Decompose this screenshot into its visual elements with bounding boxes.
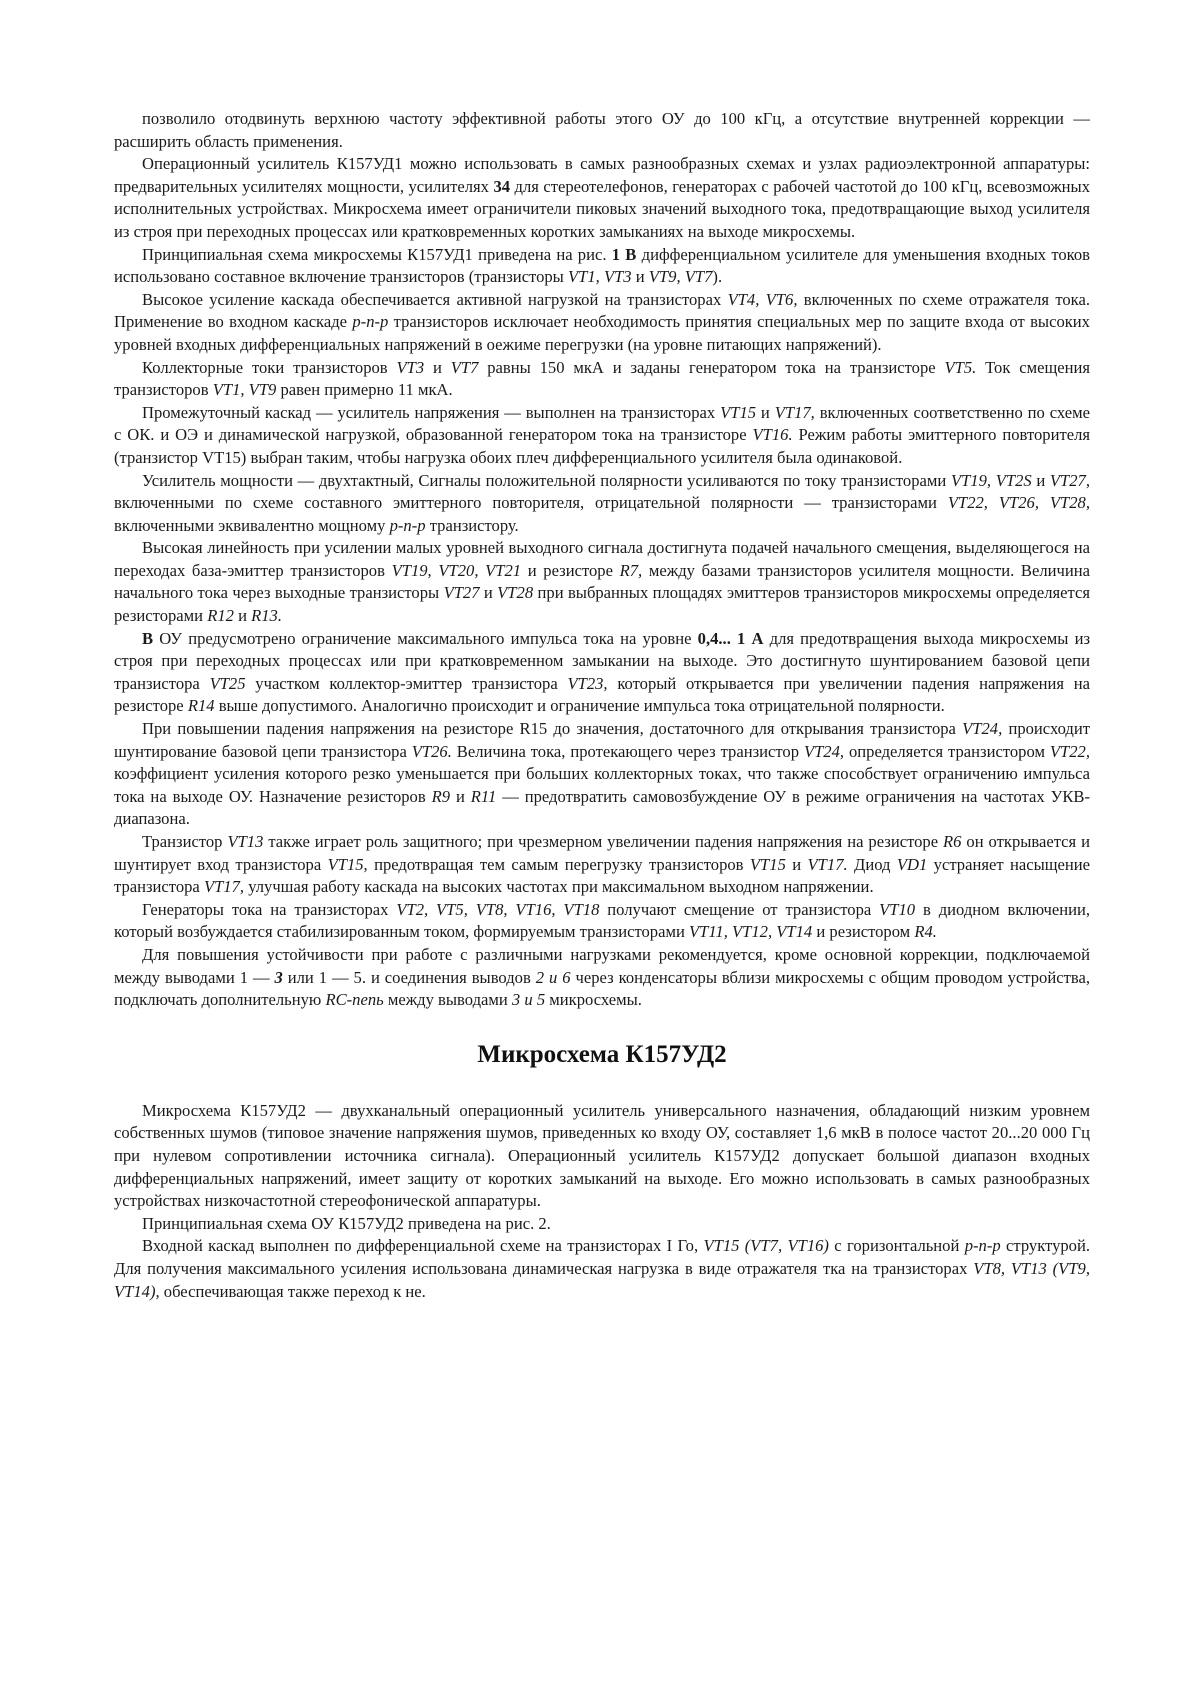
text-run: VT11, VT12, VT14 <box>688 922 813 942</box>
text-run: R6 <box>943 832 962 851</box>
text-run: 0,4... 1 А <box>697 628 764 648</box>
text-run: VT22, VT26, VT28, <box>947 493 1090 513</box>
text-run: Величина тока, протекающего через транзистор <box>451 741 804 761</box>
text-run: VT25 <box>209 673 246 693</box>
text-run: он открывается и шунтирует вход транзистора <box>114 832 1091 874</box>
text-run: предотвращая тем самым перегрузку транзисторов <box>367 854 750 874</box>
paragraph <box>114 402 1090 470</box>
text-run: определяется транзистором <box>844 741 1050 761</box>
text-run: VT1, VT3 <box>567 267 632 287</box>
text-run: Высокая линейность при усилении малых уровней выходного сигнала достигнута подачей начального смещения, выделяющегося на переходах база-эмиттер транзисторов <box>114 538 1090 580</box>
text-run: R13. <box>251 606 282 626</box>
text-run: VT27 <box>443 583 480 603</box>
text-run: 3 и 5 <box>511 990 546 1010</box>
paragraph <box>114 153 1090 243</box>
paragraph <box>114 899 1090 944</box>
text-run: R4. <box>914 922 937 942</box>
text-run: 1 В <box>611 244 637 264</box>
text-run: R9 <box>431 786 451 806</box>
text-run: VT4, VT6, <box>727 289 798 309</box>
text-run: через конденсаторы вблизи микросхемы с общим проводом устройства, подключать дополнительную <box>114 967 1090 1010</box>
text-run: и <box>631 267 649 287</box>
paragraph <box>114 628 1090 718</box>
text-run: VT19, VT20, VT21 <box>391 560 522 580</box>
text-run: и <box>785 854 808 874</box>
text-run: В <box>142 628 154 648</box>
text-run: Микросхема К157УД2 — двухканальный операционный усилитель универсального назначения, обладающий низким уровнем собственных шумов (типовое значение напряжения шумов, приведенных ко входу ОУ, составляет 1,6 мкВ в полосе частот 20...20 000 Гц при нулевом сопротивлении источника сигнала). Операционный усилитель К157УД2 допускает большой диапазон входных дифференциальных напряжений, имеет защиту от коротких замыканий на выходе. Его можно использовать в самых разнообразных устройствах низкочастотной стереофонической аппаратуры. <box>114 1100 1090 1211</box>
text-run: RC-пепь <box>325 990 384 1010</box>
text-run: VT15 <box>749 854 786 874</box>
text-run: VT17, <box>774 402 815 422</box>
text-run: VT26. <box>411 741 452 761</box>
text-run: Промежуточный каскад — усилитель напряжения — выполнен на транзисторах <box>142 402 721 422</box>
text-run: и резистором <box>812 922 915 942</box>
text-run: Операционный усилитель К157УД1 можно использовать в самых разнообразных схемах и узлах радиоэлектронной аппаратуры: предварительных усилителях мощности, усилителях <box>114 154 1090 196</box>
paragraph <box>114 470 1090 538</box>
text-run: и <box>424 357 451 377</box>
text-run: дифференциальном усилителе для уменьшения входных токов использовано составное включение транзисторов (транзисторы <box>114 244 1091 287</box>
document-page <box>114 108 1090 1303</box>
text-run: в диодном включении, который возбуждается стабилизированным током, формируемым транзисторами <box>114 899 1090 942</box>
text-run: равны 150 мкА и заданы генератором тока на транзисторе <box>478 357 945 377</box>
text-run: равен примерно 11 мкА. <box>276 380 453 400</box>
text-run: с горизонтальной <box>828 1236 965 1256</box>
section-k157ud1-text <box>114 108 1090 1012</box>
paragraph <box>114 831 1090 899</box>
text-run: Входной каскад выполнен по дифференциальной схеме на транзисторах I Го, <box>142 1236 704 1256</box>
text-run: получают смещение от транзистора <box>599 899 880 919</box>
text-run: коэффициент усиления которого резко уменьшается при больших коллекторных токах, что также способствует ограничению импульса тока на выходе ОУ. Назначение резисторов <box>114 764 1090 806</box>
text-run: р-п-р <box>352 312 389 332</box>
text-run: R14 <box>187 696 215 716</box>
text-run: включенными по схеме составного эмиттерного повторителя, отрицательной полярности — транзисторами <box>114 493 948 513</box>
text-run: VT2, VT5, VT8, VT16, VT18 <box>396 899 600 919</box>
text-run: VT3 <box>396 357 425 377</box>
text-run: для стереотелефонов, генераторах с рабочей частотой до 100 кГц, всевозможных исполнительных устройствах. Микросхема имеет ограничители пиковых значений выходного тока, предотвращающие выход усилителя из строя при переходных процессах или кратковременных коротких замыканиях на выходе микросхемы. <box>114 176 1090 241</box>
text-run: Усилитель мощности — двухтактный, Сигналы положительной полярности усиливаются по току транзисторами <box>142 470 951 490</box>
text-run: Ток смещения транзисторов <box>114 357 1090 400</box>
text-run: структурой. Для получения максимального усиления использована динамическая нагрузка в виде отражателя тка на транзисторах <box>114 1236 1091 1278</box>
paragraph <box>114 944 1090 1012</box>
text-run: VT9, VT7 <box>648 267 713 287</box>
paragraph <box>114 108 1090 153</box>
text-run: VT16. <box>752 425 793 445</box>
text-run: и <box>479 583 498 603</box>
text-run: VT19, VT2S <box>950 470 1032 490</box>
text-run: VD1 <box>896 854 928 874</box>
text-run: VT15 (VT7, VT16) <box>703 1236 829 1256</box>
text-run: VT10 <box>879 899 916 919</box>
text-run: транзисторов исключает необходимость принятия специальных мер по защите входа от высоких уровней входных дифференциальных напряжений в оежиме перегрузки (на уровне питающих напряжений). <box>114 312 1090 354</box>
paragraph <box>114 1213 1090 1236</box>
text-run: VT23, <box>567 673 608 693</box>
text-run: R11 <box>470 786 497 806</box>
text-run: позволило отодвинуть верхнюю частоту эффективной работы этого ОУ до 100 кГц, а отсутствие внутренней коррекции — расширить область применения. <box>114 109 1090 151</box>
text-run: VT17, <box>203 877 245 897</box>
text-run: участком коллектор-эмиттер транзистора <box>245 673 568 693</box>
text-run: — предотвратить самовозбуждение ОУ в режиме ограничения на частотах УКВ-диапазона. <box>114 786 1090 829</box>
text-run: между базами транзисторов усилителя мощности. Величина начального тока через выходные транзисторы <box>114 560 1090 603</box>
paragraph <box>114 537 1090 627</box>
text-run: р-п-р <box>964 1236 1001 1256</box>
text-run: и <box>233 606 252 626</box>
text-run: микросхемы. <box>545 990 642 1010</box>
text-run: 34 <box>493 176 511 196</box>
text-run: выше допустимого. Аналогично происходит и ограничение импульса тока отрицательной полярности. <box>214 696 945 716</box>
text-run: устраняет насыщение транзистора <box>114 854 1091 897</box>
text-run: R12 <box>207 606 234 626</box>
text-run: Высокое усиление каскада обеспечивается активной нагрузкой на транзисторах <box>142 289 728 309</box>
text-run: Генераторы тока на транзисторах <box>142 899 397 919</box>
text-run: VT24, <box>803 741 845 761</box>
text-run: также играет роль защитного; при чрезмерном увеличении падения напряжения на резисторе <box>263 832 944 851</box>
text-run: для предотвращения выхода микросхемы из строя при переходных процессах или при кратковременном замыкании на выходе. Это достигнуто шунтированием базовой цепи транзистора <box>114 628 1091 693</box>
text-run: транзистору. <box>425 515 519 535</box>
text-run: Режим работы эмиттерного повторителя (транзистор VT15) выбран таким, чтобы нагрузка обоих плеч дифференциального усилителя была одинаковой. <box>114 425 1090 467</box>
paragraph <box>114 244 1090 289</box>
text-run: происходит шунтирование базовой цепи транзистора <box>114 719 1090 761</box>
text-run: ОУ предусмотрено ограничение максимального импульса тока на уровне <box>153 628 698 648</box>
text-run: включенными эквивалентно мощному <box>114 515 390 535</box>
text-run: Принципиальная схема микросхемы К157УД1 приведена на рис. <box>142 244 612 264</box>
text-run: между выводами <box>383 990 512 1010</box>
text-run: и <box>756 402 775 422</box>
text-run: включенных по схеме отражателя тока. Применение во входном каскаде <box>114 289 1090 332</box>
text-run: Транзистор <box>142 832 228 851</box>
text-run: VT5. <box>944 357 977 377</box>
text-run: который открывается при увеличении падения напряжения на резисторе <box>114 673 1091 716</box>
text-run: VT15, <box>327 854 368 874</box>
text-run: VT24, <box>962 719 1003 739</box>
text-run: Для повышения устойчивости при работе с различными нагрузками рекомендуется, кроме основной коррекции, подключаемой между выводами 1 — <box>114 944 1090 987</box>
paragraph <box>114 289 1090 357</box>
text-run: 2 и 6 <box>535 967 571 987</box>
text-run: 3 <box>274 967 283 987</box>
section-heading: Микросхема К157УД2 <box>477 1040 727 1068</box>
text-run: VT13 <box>227 832 264 851</box>
text-run: ). <box>712 267 723 287</box>
text-run: р-п-р <box>389 515 426 535</box>
paragraph <box>114 1100 1090 1213</box>
text-run: и <box>450 786 471 806</box>
text-run: VT15 <box>720 402 757 422</box>
text-run: или 1 — 5. и соединения выводов <box>282 967 536 987</box>
paragraph <box>114 357 1090 402</box>
text-run: VT7 <box>450 357 479 377</box>
text-run: улучшая работу каскада на высоких частотах при максимальном выходном напряжении. <box>244 877 874 897</box>
text-run: VT8, VT13 (VT9, VT14), <box>114 1258 1090 1301</box>
text-run: и <box>1031 470 1050 490</box>
text-run: VT22, <box>1049 741 1090 761</box>
text-run: включенных соответственно по схеме с ОК. и ОЭ и динамической нагрузкой, образованной генератором тока на транзисторе <box>114 402 1091 445</box>
text-run: VT28 <box>497 583 534 603</box>
text-run: Коллекторные токи транзисторов <box>142 357 397 377</box>
text-run: VT17. <box>807 854 848 874</box>
text-run: R7, <box>619 560 643 580</box>
text-run: при выбранных площадях эмиттеров транзисторов микросхемы определяется резисторами <box>114 583 1090 626</box>
paragraph <box>114 718 1090 831</box>
text-run: Принципиальная схема ОУ К157УД2 приведена на рис. 2. <box>142 1213 551 1233</box>
section-k157ud2-text <box>114 1100 1090 1303</box>
text-run: При повышении падения напряжения на резисторе R15 до значения, достаточного для открывания транзистора <box>142 719 963 739</box>
text-run: и резисторе <box>521 560 620 580</box>
text-run: VT1, VT9 <box>212 380 277 400</box>
text-run: VT27, <box>1049 470 1090 490</box>
text-run: Диод <box>847 854 897 874</box>
paragraph <box>114 1235 1090 1303</box>
text-run: обеспечивающая также переход к не. <box>159 1281 426 1301</box>
